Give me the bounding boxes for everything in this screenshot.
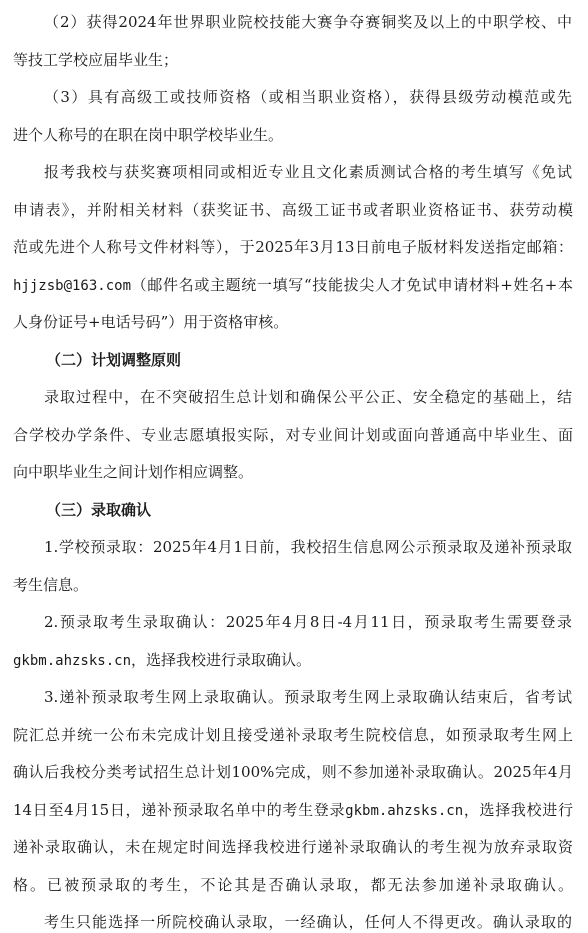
paragraph-line: 申请表》，并附相关材料（获奖证书、高级工证书或者职业资格证书、获劳动模 [13,201,573,219]
paragraph-line [13,274,573,296]
paragraph-line: （3）具有高级工或技师资格（或相当职业资格），获得县级劳动模范或先 [44,88,572,106]
paragraph-line: 录取过程中，在不突破招生总计划和确保公平公正、安全稳定的基础上，结 [44,388,572,406]
paragraph-line: 进个人称号的在职在岗中职学校毕业生。 [13,126,284,144]
paragraph-line: 考生信息。 [13,576,89,594]
paragraph-line [13,799,573,821]
paragraph-line: 院汇总并统一公布未完成计划且接受递补录取考生院校信息，如预录取考生网上 [13,726,573,744]
paragraph-line: 确认后我校分类考试招生总计划100%完成，则不参加递补录取确认。2025年4月 [13,763,573,781]
paragraph-line [13,649,573,671]
paragraph-line: 格。已被预录取的考生，不论其是否确认录取，都无法参加递补录取确认。 [13,876,573,894]
paragraph-line: 3.递补预录取考生网上录取确认。预录取考生网上录取确认结束后，省考试 [44,688,572,706]
paragraph-line: 1.学校预录取：2025年4月1日前，我校招生信息网公示预录取及递补预录取 [44,538,572,556]
paragraph-line: 考生只能选择一所院校确认录取，一经确认，任何人不得更改。确认录取的 [44,913,572,931]
section-heading-admission-confirmation: （三）录取确认 [46,501,152,519]
paragraph-text: ，选择我校进行 [463,801,573,819]
website-address: gkbm.ahzsks.cn [13,653,132,669]
paragraph-line: 人身份证号+电话号码”）用于资格审核。 [13,313,289,331]
paragraph-text: （邮件名或主题统一填写“技能拔尖人才免试申请材料+姓名+本 [131,276,573,294]
paragraph-text: ，选择我校进行录取确认。 [131,651,312,669]
paragraph-line: 范或先进个人称号文件材料等），于2025年3月13日前电子版材料发送指定邮箱： [13,238,573,256]
paragraph-line: 向中职毕业生之间计划作相应调整。 [13,463,254,481]
paragraph-line: （2）获得2024年世界职业院校技能大赛争夺赛铜奖及以上的中职学校、中 [44,13,572,31]
paragraph-line: 报考我校与获奖赛项相同或相近专业且文化素质测试合格的考生填写《免试 [44,163,572,181]
paragraph-line: 等技工学校应届毕业生； [13,51,179,69]
paragraph-line: 2.预录取考生录取确认：2025年4月8日-4月11日，预录取考生需要登录 [44,613,572,631]
paragraph-line: 递补录取确认，未在规定时间选择我校进行递补录取确认的考生视为放弃录取资 [13,838,573,856]
website-address: gkbm.ahzsks.cn [345,803,464,819]
section-heading-plan-adjustment: （二）计划调整原则 [46,351,182,369]
paragraph-text: 14日至4月15日，递补预录取名单中的考生登录 [13,801,346,819]
email-address: hjjzsb@163.com [13,278,132,294]
paragraph-line: 合学校办学条件、专业志愿填报实际，对专业间计划或面向普通高中毕业生、面 [13,426,573,444]
